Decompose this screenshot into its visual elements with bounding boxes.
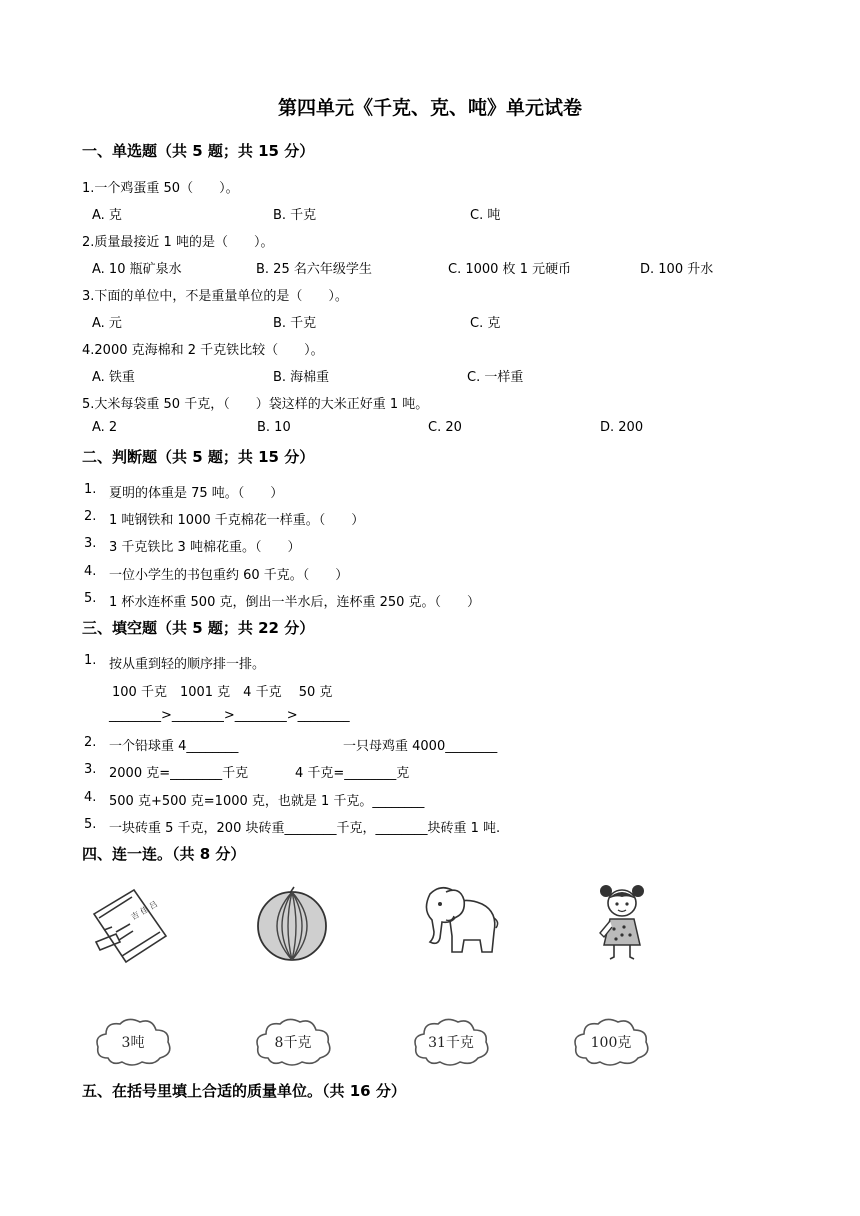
judge-4-text: 一位小学生的书包重约 60 千克。（ ） <box>109 568 349 583</box>
salt-bag-icon <box>86 884 172 966</box>
fill-4-number: 4. <box>84 790 97 805</box>
question-1-option-b: B. 千克 <box>273 208 317 223</box>
cloud-label-4-text: 100克 <box>590 1035 632 1051</box>
judge-3-text: 3 千克铁比 3 吨棉花重。（ ） <box>109 540 301 555</box>
cloud-label-3 <box>410 1014 492 1068</box>
cloud-label-4 <box>570 1014 652 1068</box>
question-5-option-a: A. 2 <box>92 420 118 435</box>
cloud-label-2 <box>252 1014 334 1068</box>
question-3-option-c: C. 克 <box>470 316 501 331</box>
section-1-heading: 一、单选题（共 5 题；共 15 分） <box>82 142 315 160</box>
judge-2-number: 2. <box>84 509 97 524</box>
question-4-option-c: C. 一样重 <box>467 370 524 385</box>
question-3-option-a: A. 元 <box>92 316 122 331</box>
question-5-option-c: C. 20 <box>428 420 462 435</box>
fill-1-number: 1. <box>84 653 97 668</box>
question-4-option-a: A. 铁重 <box>92 370 135 385</box>
svg-text:吉 佳 吕: 吉 佳 吕 <box>129 899 160 922</box>
fill-1-text: 按从重到轻的顺序排一排。 <box>109 657 266 672</box>
fill-2-number: 2. <box>84 735 97 750</box>
question-4-option-b: B. 海棉重 <box>273 370 330 385</box>
fill-2-text-right: 一只母鸡重 4000________ <box>343 739 498 754</box>
question-3-stem: 3.下面的单位中，不是重量单位的是（ ）。 <box>82 289 348 304</box>
judge-3-number: 3. <box>84 536 97 551</box>
question-2-option-c: C. 1000 枚 1 元硬币 <box>448 262 572 277</box>
section-4-heading: 四、连一连。（共 8 分） <box>82 845 246 863</box>
cloud-label-1-text: 3吨 <box>121 1035 145 1051</box>
fill-4-text: 500 克+500 克=1000 克，也就是 1 千克。________ <box>109 794 425 809</box>
fill-3-number: 3. <box>84 762 97 777</box>
question-2-option-d: D. 100 升水 <box>640 262 714 277</box>
question-5-stem: 5.大米每袋重 50 千克，（ ）袋这样的大米正好重 1 吨。 <box>82 397 429 412</box>
fill-2-text: 一个铅球重 4________ <box>109 739 239 754</box>
question-5-option-d: D. 200 <box>600 420 644 435</box>
fill-5-text: 一块砖重 5 千克，200 块砖重________千克，________块砖重 1 吨. <box>109 821 501 836</box>
elephant-icon <box>418 880 500 960</box>
section-5-heading: 五、在括号里填上合适的质量单位。（共 16 分） <box>82 1082 406 1100</box>
judge-2-text: 1 吨钢铁和 1000 千克棉花一样重。（ ） <box>109 513 365 528</box>
section-3-heading: 三、填空题（共 5 题；共 22 分） <box>82 619 315 637</box>
section-2-heading: 二、判断题（共 5 题；共 15 分） <box>82 448 315 466</box>
fill-1-order-blanks: ________>________>________>________ <box>109 708 350 723</box>
question-5-option-b: B. 10 <box>257 420 291 435</box>
cloud-label-3-text: 31千克 <box>428 1035 474 1051</box>
judge-5-text: 1 杯水连杯重 500 克，倒出一半水后，连杯重 250 克。（ ） <box>109 595 481 610</box>
judge-1-text: 夏明的体重是 75 吨。（ ） <box>109 486 284 501</box>
question-2-stem: 2.质量最接近 1 吨的是（ ）。 <box>82 235 274 250</box>
fill-3-text: 2000 克=________千克 <box>109 766 249 781</box>
question-3-option-b: B. 千克 <box>273 316 317 331</box>
question-1-option-a: A. 克 <box>92 208 122 223</box>
judge-5-number: 5. <box>84 591 97 606</box>
watermelon-icon <box>254 885 330 963</box>
page-title: 第四单元《千克、克、吨》单元试卷 <box>277 97 582 119</box>
judge-1-number: 1. <box>84 482 97 497</box>
question-2-option-a: A. 10 瓶矿泉水 <box>92 262 182 277</box>
fill-3-text-right: 4 千克=________克 <box>295 766 410 781</box>
girl-icon <box>596 883 648 961</box>
question-1-option-c: C. 吨 <box>470 208 501 223</box>
cloud-label-1 <box>92 1014 174 1068</box>
question-4-stem: 4.2000 克海棉和 2 千克铁比较（ ）。 <box>82 343 324 358</box>
question-2-option-b: B. 25 名六年级学生 <box>256 262 372 277</box>
fill-1-weights: 100 千克 1001 克 4 千克 50 克 <box>112 685 333 700</box>
fill-5-number: 5. <box>84 817 97 832</box>
question-1-stem: 1.一个鸡蛋重 50（ ）。 <box>82 181 239 196</box>
cloud-label-2-text: 8千克 <box>274 1035 312 1051</box>
judge-4-number: 4. <box>84 564 97 579</box>
